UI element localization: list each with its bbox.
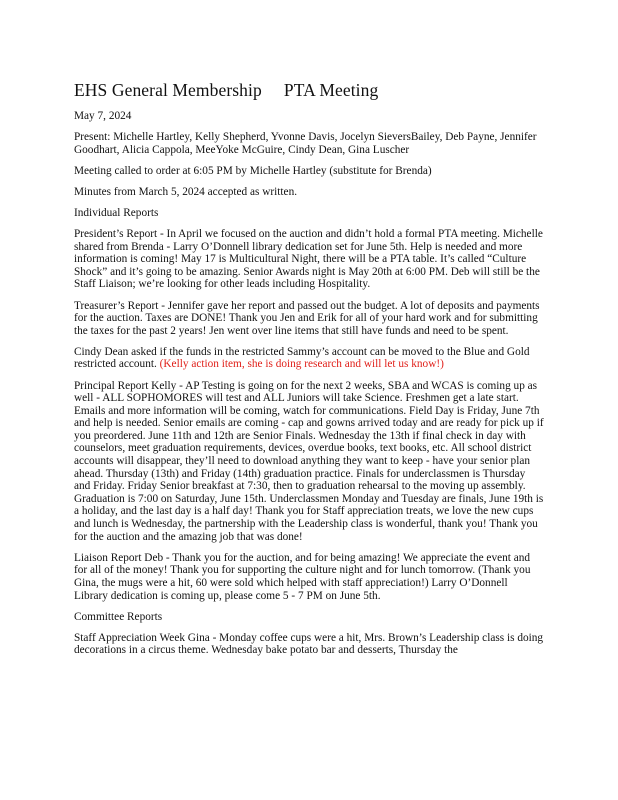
document-title [74, 80, 378, 101]
title-right: PTA Meeting [283, 80, 379, 100]
treasurers-report: Treasurer’s Report - Jennifer gave her report and passed out the budget. A lot of deposits and payments for the auction. Taxes are DONE! Thank you Jen and Erik for all of your hard work and for submitting the taxes for the past 2 years! Jen went over line items that still have funds and need to be spent. [74, 299, 540, 337]
meeting-date: May 7, 2024 [74, 110, 132, 122]
attendees: Present: Michelle Hartley, Kelly Shepherd, Yvonne Davis, Jocelyn SieversBailey, Deb Payne, Jennifer Goodhart, Alicia Cappola, MeeYoke McGuire, Cindy Dean, Gina Luscher [74, 131, 537, 156]
individual-reports-heading: Individual Reports [74, 206, 159, 219]
document-body [74, 110, 544, 665]
action-item: (Kelly action item, she is doing research and will let us know!) [159, 358, 444, 371]
committee-reports-heading: Committee Reports [74, 610, 163, 623]
staff-appreciation-report: Staff Appreciation Week Gina - Monday coffee cups were a hit, Mrs. Brown’s Leadership class is doing decorations in a circus theme. Wednesday bake potato bar and desserts, Thursday the [74, 631, 544, 657]
cindy-question: Cindy Dean asked if the funds in the restricted Sammy’s account can be moved to the Blue and Gold restricted account. [74, 345, 530, 371]
called-to-order: Meeting called to order at 6:05 PM by Michelle Hartley (substitute for Brenda) [74, 164, 432, 177]
presidents-report: President’s Report - In April we focused on the auction and didn’t hold a formal PTA meeting. Michelle shared from Brenda - Larry O’Donnell library dedication set for June 5th. Help is needed and more information is coming! May 17 is Multicultural Night, there will be a PTA table. It’s called “Culture Shock” and it’s going to be amazing. Senior Awards night is May 20th at 6:00 PM. Deb will still be the Staff Liaison; we’re looking for other leads including Hospitality. [74, 228, 543, 291]
title-left: EHS General Membership [74, 80, 262, 100]
minutes-approval: Minutes from March 5, 2024 accepted as written. [74, 185, 298, 198]
principal-report: Principal Report Kelly - AP Testing is going on for the next 2 weeks, SBA and WCAS is coming up as well - ALL SOPHOMORES will test and ALL Juniors will take Science. Freshmen get a late start. Emails and more information will be coming, watch for communications. Field Day is Friday, June 7th and help is needed. Senior emails are coming - cap and gowns arrived today and are ready for pick up if you preordered. June 11th and 12th are Senior Finals. Wednesday the 13th if final check in day with counselors, meet graduation requirements, devices, overdue books, text books, etc. All school district accounts will disappear, they’ll need to download anything they want to keep - have your senior plan ahead. Thursday (13th) and Friday (14th) graduation practice. Finals for underclassmen is Thursday and Friday. Friday Senior breakfast at 7:30, then to graduation rehearsal to the moving up assembly. Graduation is 7:00 on Saturday, June 15th. Underclassmen Monday and Tuesday are finals, June 19th is a holiday, and the last day is a half day! Thank you for Staff appreciation treats, we love the new cups and lunch is Wednesday, the partnership with the Leadership class is wonderful, thank you! Thank you for the auction and the amazing job that was done! [74, 379, 544, 543]
restricted-account-question [74, 346, 544, 371]
liaison-report: Liaison Report Deb - Thank you for the auction, and for being amazing! We appreciate the event and for all of the money! Thank you for supporting the culture night and for lunch tomorrow. (Thank you Gina, the mugs were a hit, 60 were sold which helped with staff appreciation!) Larry O’Donnell Library dedication is coming up, please come 5 - 7 PM on June 5th. [74, 551, 531, 602]
